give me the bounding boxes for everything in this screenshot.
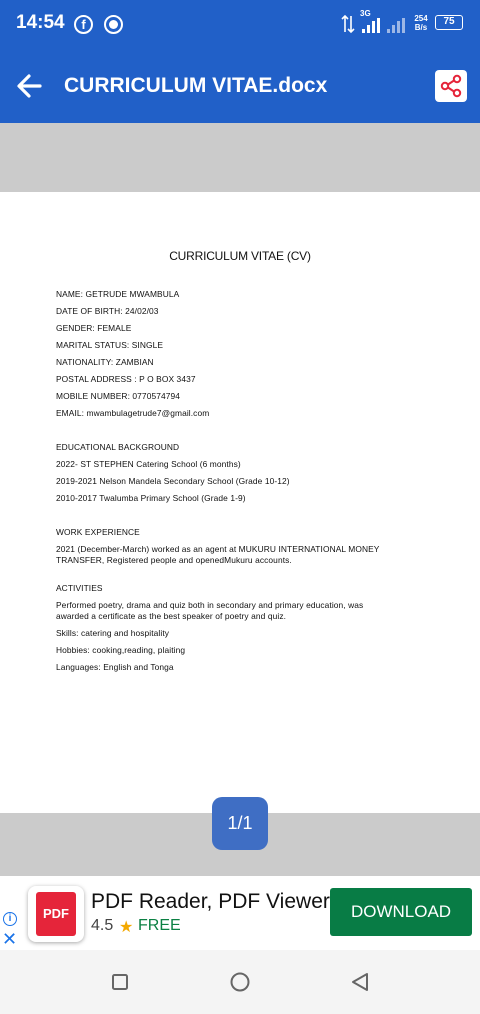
cv-nationality: NATIONALITY: ZAMBIAN — [56, 357, 154, 367]
facebook-icon: f — [74, 15, 93, 34]
info-icon[interactable]: i — [3, 912, 17, 926]
cv-gender: GENDER: FEMALE — [56, 323, 132, 333]
work-heading: WORK EXPERIENCE — [56, 527, 140, 537]
cv-hobbies: Hobbies: cooking,reading, plaiting — [56, 645, 186, 655]
cv-heading: CURRICULUM VITAE (CV) — [169, 249, 311, 263]
star-icon: ★ — [119, 919, 134, 936]
activities-heading: ACTIVITIES — [56, 583, 103, 593]
chrome-icon — [104, 15, 123, 34]
share-icon — [438, 73, 464, 99]
pdf-app-icon[interactable] — [28, 886, 84, 942]
education-heading: EDUCATIONAL BACKGROUND — [56, 442, 180, 452]
cv-content — [56, 289, 416, 679]
document-page[interactable] — [0, 192, 480, 813]
page-indicator: 1/1 — [212, 797, 268, 850]
cv-email: EMAIL: mwambulagetrude7@gmail.com — [56, 408, 210, 418]
ad-rating: 4.5 — [91, 917, 114, 934]
cv-skills: Skills: catering and hospitality — [56, 628, 170, 638]
circle-icon[interactable] — [228, 970, 252, 994]
activities-description — [56, 600, 416, 622]
education-item: 2019-2021 Nelson Mandela Secondary School (Grade 10-12) — [56, 476, 290, 486]
data-activity-icon — [341, 14, 355, 34]
work-description — [56, 544, 416, 566]
close-icon[interactable]: ✕ — [2, 929, 18, 949]
app-bar — [0, 48, 480, 123]
share-button[interactable] — [435, 70, 467, 102]
ad-title[interactable]: PDF Reader, PDF Viewer — [91, 890, 330, 913]
work-line: 2021 (December-March) worked as an agent at MUKURU INTERNATIONAL MONEY — [56, 544, 380, 554]
cv-date-of-birth: DATE OF BIRTH: 24/02/03 — [56, 306, 159, 316]
cv-marital-status: MARITAL STATUS: SINGLE — [56, 340, 164, 350]
cv-languages: Languages: English and Tonga — [56, 662, 174, 672]
battery-level: 75 — [443, 16, 455, 27]
network-speed: 254 B/s — [414, 14, 428, 32]
activities-line: awarded a certificate as the best speaker of poetry and quiz. — [56, 611, 287, 621]
work-line: TRANSFER, Registered people and openedMukuru accounts. — [56, 555, 292, 565]
status-bar — [0, 0, 480, 48]
download-button[interactable]: DOWNLOAD — [330, 888, 472, 936]
education-item: 2022- ST STEPHEN Catering School (6 months) — [56, 459, 241, 469]
pdf-icon-label: PDF — [36, 892, 76, 936]
education-item: 2010-2017 Twalumba Primary School (Grade 1-9) — [56, 493, 246, 503]
cv-name: NAME: GETRUDE MWAMBULA — [56, 289, 180, 299]
arrow-left-icon[interactable] — [12, 68, 52, 104]
activities-line: Performed poetry, drama and quiz both in secondary and primary education, was — [56, 600, 364, 610]
battery-icon — [435, 15, 463, 30]
ad-banner[interactable] — [0, 876, 480, 950]
status-time: 14:54 — [16, 12, 65, 33]
ad-price: FREE — [138, 917, 181, 934]
triangle-back-icon[interactable] — [348, 970, 372, 994]
navigation-bar — [0, 950, 480, 1014]
cv-mobile-number: MOBILE NUMBER: 0770574794 — [56, 391, 180, 401]
signal-icon — [360, 10, 408, 34]
document-title: CURRICULUM VITAE.docx — [64, 74, 328, 97]
cv-postal-address: POSTAL ADDRESS : P O BOX 3437 — [56, 374, 196, 384]
network-type: 3G — [360, 9, 371, 18]
square-icon[interactable] — [108, 970, 132, 994]
